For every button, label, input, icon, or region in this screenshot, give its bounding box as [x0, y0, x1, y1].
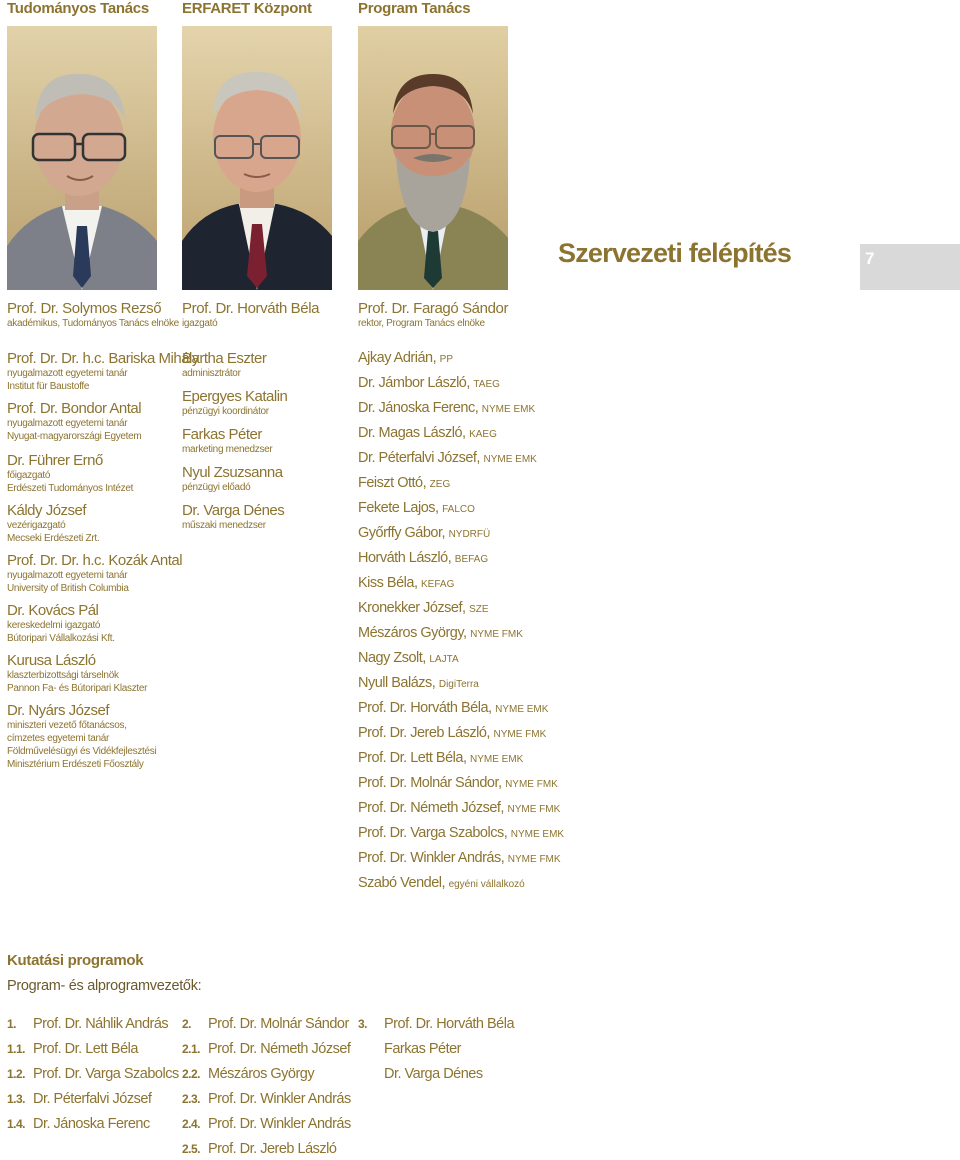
- member-detail: Minisztérium Erdészeti Főosztály: [7, 759, 144, 770]
- program-row: [182, 1116, 351, 1133]
- member-affiliation: ZEG: [429, 479, 451, 490]
- member-name: Prof. Dr. Varga Szabolcs,: [358, 825, 508, 841]
- program-number: 2.5.: [182, 1142, 201, 1156]
- center-staff-entry: [182, 350, 266, 380]
- program-number: 2.3.: [182, 1092, 201, 1106]
- member-detail: University of British Columbia: [7, 583, 129, 594]
- staff-name: Dr. Varga Dénes: [182, 502, 285, 519]
- center-staff-entry: [182, 426, 272, 456]
- member-affiliation: NYME EMK: [470, 754, 524, 765]
- heading-erfaret-center: ERFARET Központ: [182, 0, 312, 17]
- program-number: 2.4.: [182, 1117, 201, 1131]
- program-council-member: [358, 850, 561, 868]
- science-council-entry: [7, 452, 133, 495]
- member-affiliation: BEFAG: [454, 554, 489, 565]
- science-council-entry: [7, 350, 199, 393]
- program-leader: Farkas Péter: [384, 1041, 461, 1057]
- member-affiliation: NYME EMK: [481, 404, 536, 415]
- science-council-entry: [7, 552, 182, 595]
- program-council-member: [358, 400, 535, 418]
- program-council-member: [358, 525, 490, 543]
- program-leader: Prof. Dr. Lett Béla: [33, 1041, 138, 1057]
- member-detail: nyugalmazott egyetemi tanár: [7, 368, 128, 379]
- member-affiliation: NYME FMK: [493, 729, 547, 740]
- portrait-photo-horvath: [182, 26, 332, 290]
- research-programs-subheading: Program- és alprogramvezetők:: [7, 978, 202, 994]
- member-detail: nyugalmazott egyetemi tanár: [7, 570, 128, 581]
- program-leader: Prof. Dr. Náhlik András: [33, 1016, 169, 1032]
- program-council-member: [358, 675, 479, 693]
- member-name: Ajkay Adrián,: [358, 350, 437, 366]
- member-detail: Bútoripari Vállalkozási Kft.: [7, 633, 115, 644]
- program-leader: Dr. Péterfalvi József: [33, 1091, 152, 1107]
- staff-name: Bartha Eszter: [182, 350, 267, 367]
- member-detail: Institut für Baustoffe: [7, 381, 90, 392]
- member-affiliation: NYME FMK: [470, 629, 523, 640]
- program-council-member: [358, 500, 475, 518]
- lead-role: akadémikus, Tudományos Tanács elnöke: [7, 318, 179, 329]
- member-name: Prof. Dr. Dr. h.c. Bariska Mihály: [7, 350, 199, 367]
- program-council-member: [358, 650, 459, 668]
- staff-role: marketing menedzser: [182, 444, 273, 455]
- program-council-member: [358, 800, 560, 818]
- program-council-member: [358, 450, 537, 468]
- member-affiliation: PP: [439, 354, 454, 365]
- lead-program-council: [358, 300, 508, 330]
- staff-role: pénzügyi előadó: [182, 482, 251, 493]
- member-name: Prof. Dr. Molnár Sándor,: [358, 775, 502, 791]
- program-council-member: [358, 625, 523, 643]
- member-name: Nyull Balázs,: [358, 675, 436, 691]
- lead-name: Prof. Dr. Solymos Rezső: [7, 300, 162, 317]
- program-row: [182, 1066, 314, 1083]
- member-detail: Pannon Fa- és Bútoripari Klaszter: [7, 683, 148, 694]
- member-detail: Erdészeti Tudományos Intézet: [7, 483, 134, 494]
- member-name: Prof. Dr. Winkler András,: [358, 850, 505, 866]
- member-detail: kereskedelmi igazgató: [7, 620, 101, 631]
- program-number: 2.1.: [182, 1042, 201, 1056]
- member-name: Szabó Vendel,: [358, 875, 446, 891]
- staff-role: adminisztrátor: [182, 368, 241, 379]
- program-council-member: [358, 700, 548, 718]
- lead-erfaret-center: [182, 300, 319, 330]
- program-leader: Prof. Dr. Winkler András: [208, 1091, 351, 1107]
- member-affiliation: NYME FMK: [505, 779, 558, 790]
- staff-name: Epergyes Katalin: [182, 388, 288, 405]
- program-council-member: [358, 475, 450, 493]
- program-leader: Prof. Dr. Winkler András: [208, 1116, 351, 1132]
- program-row: [7, 1116, 150, 1133]
- program-council-member: [358, 350, 453, 368]
- program-council-member: [358, 575, 454, 593]
- member-name: Fekete Lajos,: [358, 500, 439, 516]
- lead-name: Prof. Dr. Faragó Sándor: [358, 300, 509, 317]
- center-staff-entry: [182, 388, 287, 418]
- member-name: Kurusa László: [7, 652, 96, 669]
- program-row: [182, 1016, 349, 1033]
- program-council-member: [358, 425, 497, 443]
- member-detail: vezérigazgató: [7, 520, 66, 531]
- program-number: 1.4.: [7, 1117, 26, 1131]
- staff-role: pénzügyi koordinátor: [182, 406, 269, 417]
- program-row: [182, 1091, 351, 1108]
- program-number: 1.2.: [7, 1067, 26, 1081]
- member-detail: klaszterbizottsági társelnök: [7, 670, 119, 681]
- program-row: [7, 1066, 179, 1083]
- member-name: Dr. Nyárs József: [7, 702, 110, 719]
- program-row: [7, 1016, 168, 1033]
- member-name: Dr. Jánoska Ferenc,: [358, 400, 479, 416]
- member-name: Dr. Kovács Pál: [7, 602, 99, 619]
- lead-science-council: [7, 300, 179, 330]
- member-affiliation: NYME EMK: [495, 704, 549, 715]
- member-name: Prof. Dr. Németh József,: [358, 800, 504, 816]
- member-affiliation: NYME EMK: [510, 829, 565, 840]
- program-row: [182, 1141, 336, 1158]
- program-leader: Dr. Varga Dénes: [384, 1066, 483, 1082]
- member-detail: Földművelésügyi és Vidékfejlesztési: [7, 746, 157, 757]
- member-affiliation: NYDRFÜ: [448, 529, 491, 540]
- member-name: Dr. Péterfalvi József,: [358, 450, 480, 466]
- program-council-member: [358, 775, 558, 793]
- program-council-member: [358, 875, 525, 893]
- member-name: Kronekker József,: [358, 600, 466, 616]
- program-leader: Prof. Dr. Németh József: [208, 1041, 351, 1057]
- member-name: Prof. Dr. Jereb László,: [358, 725, 490, 741]
- member-affiliation: FALCO: [442, 504, 475, 515]
- lead-role: rektor, Program Tanács elnöke: [358, 318, 485, 329]
- program-leader: Prof. Dr. Horváth Béla: [384, 1016, 515, 1032]
- page-number: 7: [865, 249, 875, 268]
- member-name: Nagy Zsolt,: [358, 650, 426, 666]
- lead-role: igazgató: [182, 318, 218, 329]
- program-council-member: [358, 825, 564, 843]
- member-detail: Mecseki Erdészeti Zrt.: [7, 533, 100, 544]
- page-number-box: [860, 244, 960, 290]
- member-affiliation: DigiTerra: [438, 679, 479, 690]
- member-affiliation: egyéni vállalkozó: [448, 879, 525, 890]
- member-name: Mészáros György,: [358, 625, 467, 641]
- science-council-entry: [7, 400, 141, 443]
- program-council-member: [358, 725, 546, 743]
- member-name: Prof. Dr. Lett Béla,: [358, 750, 467, 766]
- member-affiliation: SZE: [469, 604, 489, 615]
- lead-name: Prof. Dr. Horváth Béla: [182, 300, 320, 317]
- program-row: [7, 1091, 151, 1108]
- program-leader: Mészáros György: [208, 1066, 315, 1082]
- member-affiliation: KAEG: [469, 429, 497, 440]
- member-name: Kiss Béla,: [358, 575, 418, 591]
- member-detail: nyugalmazott egyetemi tanár: [7, 418, 128, 429]
- program-number: 1.3.: [7, 1092, 26, 1106]
- program-leader: Dr. Jánoska Ferenc: [33, 1116, 150, 1132]
- program-number: 2.: [182, 1017, 192, 1031]
- member-name: Dr. Führer Ernő: [7, 452, 103, 469]
- heading-program-council: Program Tanács: [358, 0, 471, 17]
- member-affiliation: NYME FMK: [507, 804, 561, 815]
- program-row: [182, 1041, 350, 1058]
- member-detail: miniszteri vezető főtanácsos,: [7, 720, 127, 731]
- member-detail: címzetes egyetemi tanár: [7, 733, 110, 744]
- center-staff-entry: [182, 502, 284, 532]
- member-detail: Nyugat-magyarországi Egyetem: [7, 431, 142, 442]
- portrait-photo-solymos: [7, 26, 157, 290]
- member-affiliation: NYME FMK: [507, 854, 561, 865]
- program-council-member: [358, 550, 488, 568]
- program-council-member: [358, 600, 489, 618]
- program-number: 1.: [7, 1017, 17, 1031]
- member-name: Káldy József: [7, 502, 87, 519]
- member-name: Feiszt Ottó,: [358, 475, 427, 491]
- science-council-entry: [7, 502, 99, 545]
- program-row: [7, 1041, 138, 1058]
- heading-science-council: Tudományos Tanács: [7, 0, 149, 17]
- member-name: Prof. Dr. Horváth Béla,: [358, 700, 492, 716]
- member-affiliation: NYME EMK: [483, 454, 537, 465]
- staff-name: Nyul Zsuzsanna: [182, 464, 283, 481]
- member-name: Prof. Dr. Bondor Antal: [7, 400, 142, 417]
- member-detail: főigazgató: [7, 470, 51, 481]
- program-leader: Prof. Dr. Jereb László: [208, 1141, 337, 1157]
- page-title: Szervezeti felépítés: [558, 238, 792, 268]
- member-name: Győrffy Gábor,: [358, 525, 446, 541]
- program-row: [358, 1066, 483, 1083]
- member-name: Dr. Jámbor László,: [358, 375, 470, 391]
- staff-name: Farkas Péter: [182, 426, 262, 443]
- science-council-entry: [7, 702, 156, 771]
- staff-role: műszaki menedzser: [182, 520, 266, 531]
- science-council-entry: [7, 652, 147, 695]
- research-programs-heading: Kutatási programok: [7, 952, 144, 969]
- member-name: Horváth László,: [358, 550, 452, 566]
- program-leader: Prof. Dr. Molnár Sándor: [208, 1016, 349, 1032]
- program-number: 1.1.: [7, 1042, 26, 1056]
- member-affiliation: TAEG: [473, 379, 500, 390]
- portrait-photo-farago: [358, 26, 508, 290]
- science-council-entry: [7, 602, 115, 645]
- member-affiliation: KEFAG: [421, 579, 455, 590]
- center-staff-entry: [182, 464, 283, 494]
- program-row: [358, 1016, 514, 1033]
- member-affiliation: LAJTA: [429, 654, 459, 665]
- program-number: 3.: [358, 1017, 368, 1031]
- program-council-member: [358, 375, 500, 393]
- program-row: [358, 1041, 461, 1058]
- program-number: 2.2.: [182, 1067, 201, 1081]
- member-name: Prof. Dr. Dr. h.c. Kozák Antal: [7, 552, 183, 569]
- program-leader: Prof. Dr. Varga Szabolcs: [33, 1066, 179, 1082]
- member-name: Dr. Magas László,: [358, 425, 466, 441]
- program-council-member: [358, 750, 523, 768]
